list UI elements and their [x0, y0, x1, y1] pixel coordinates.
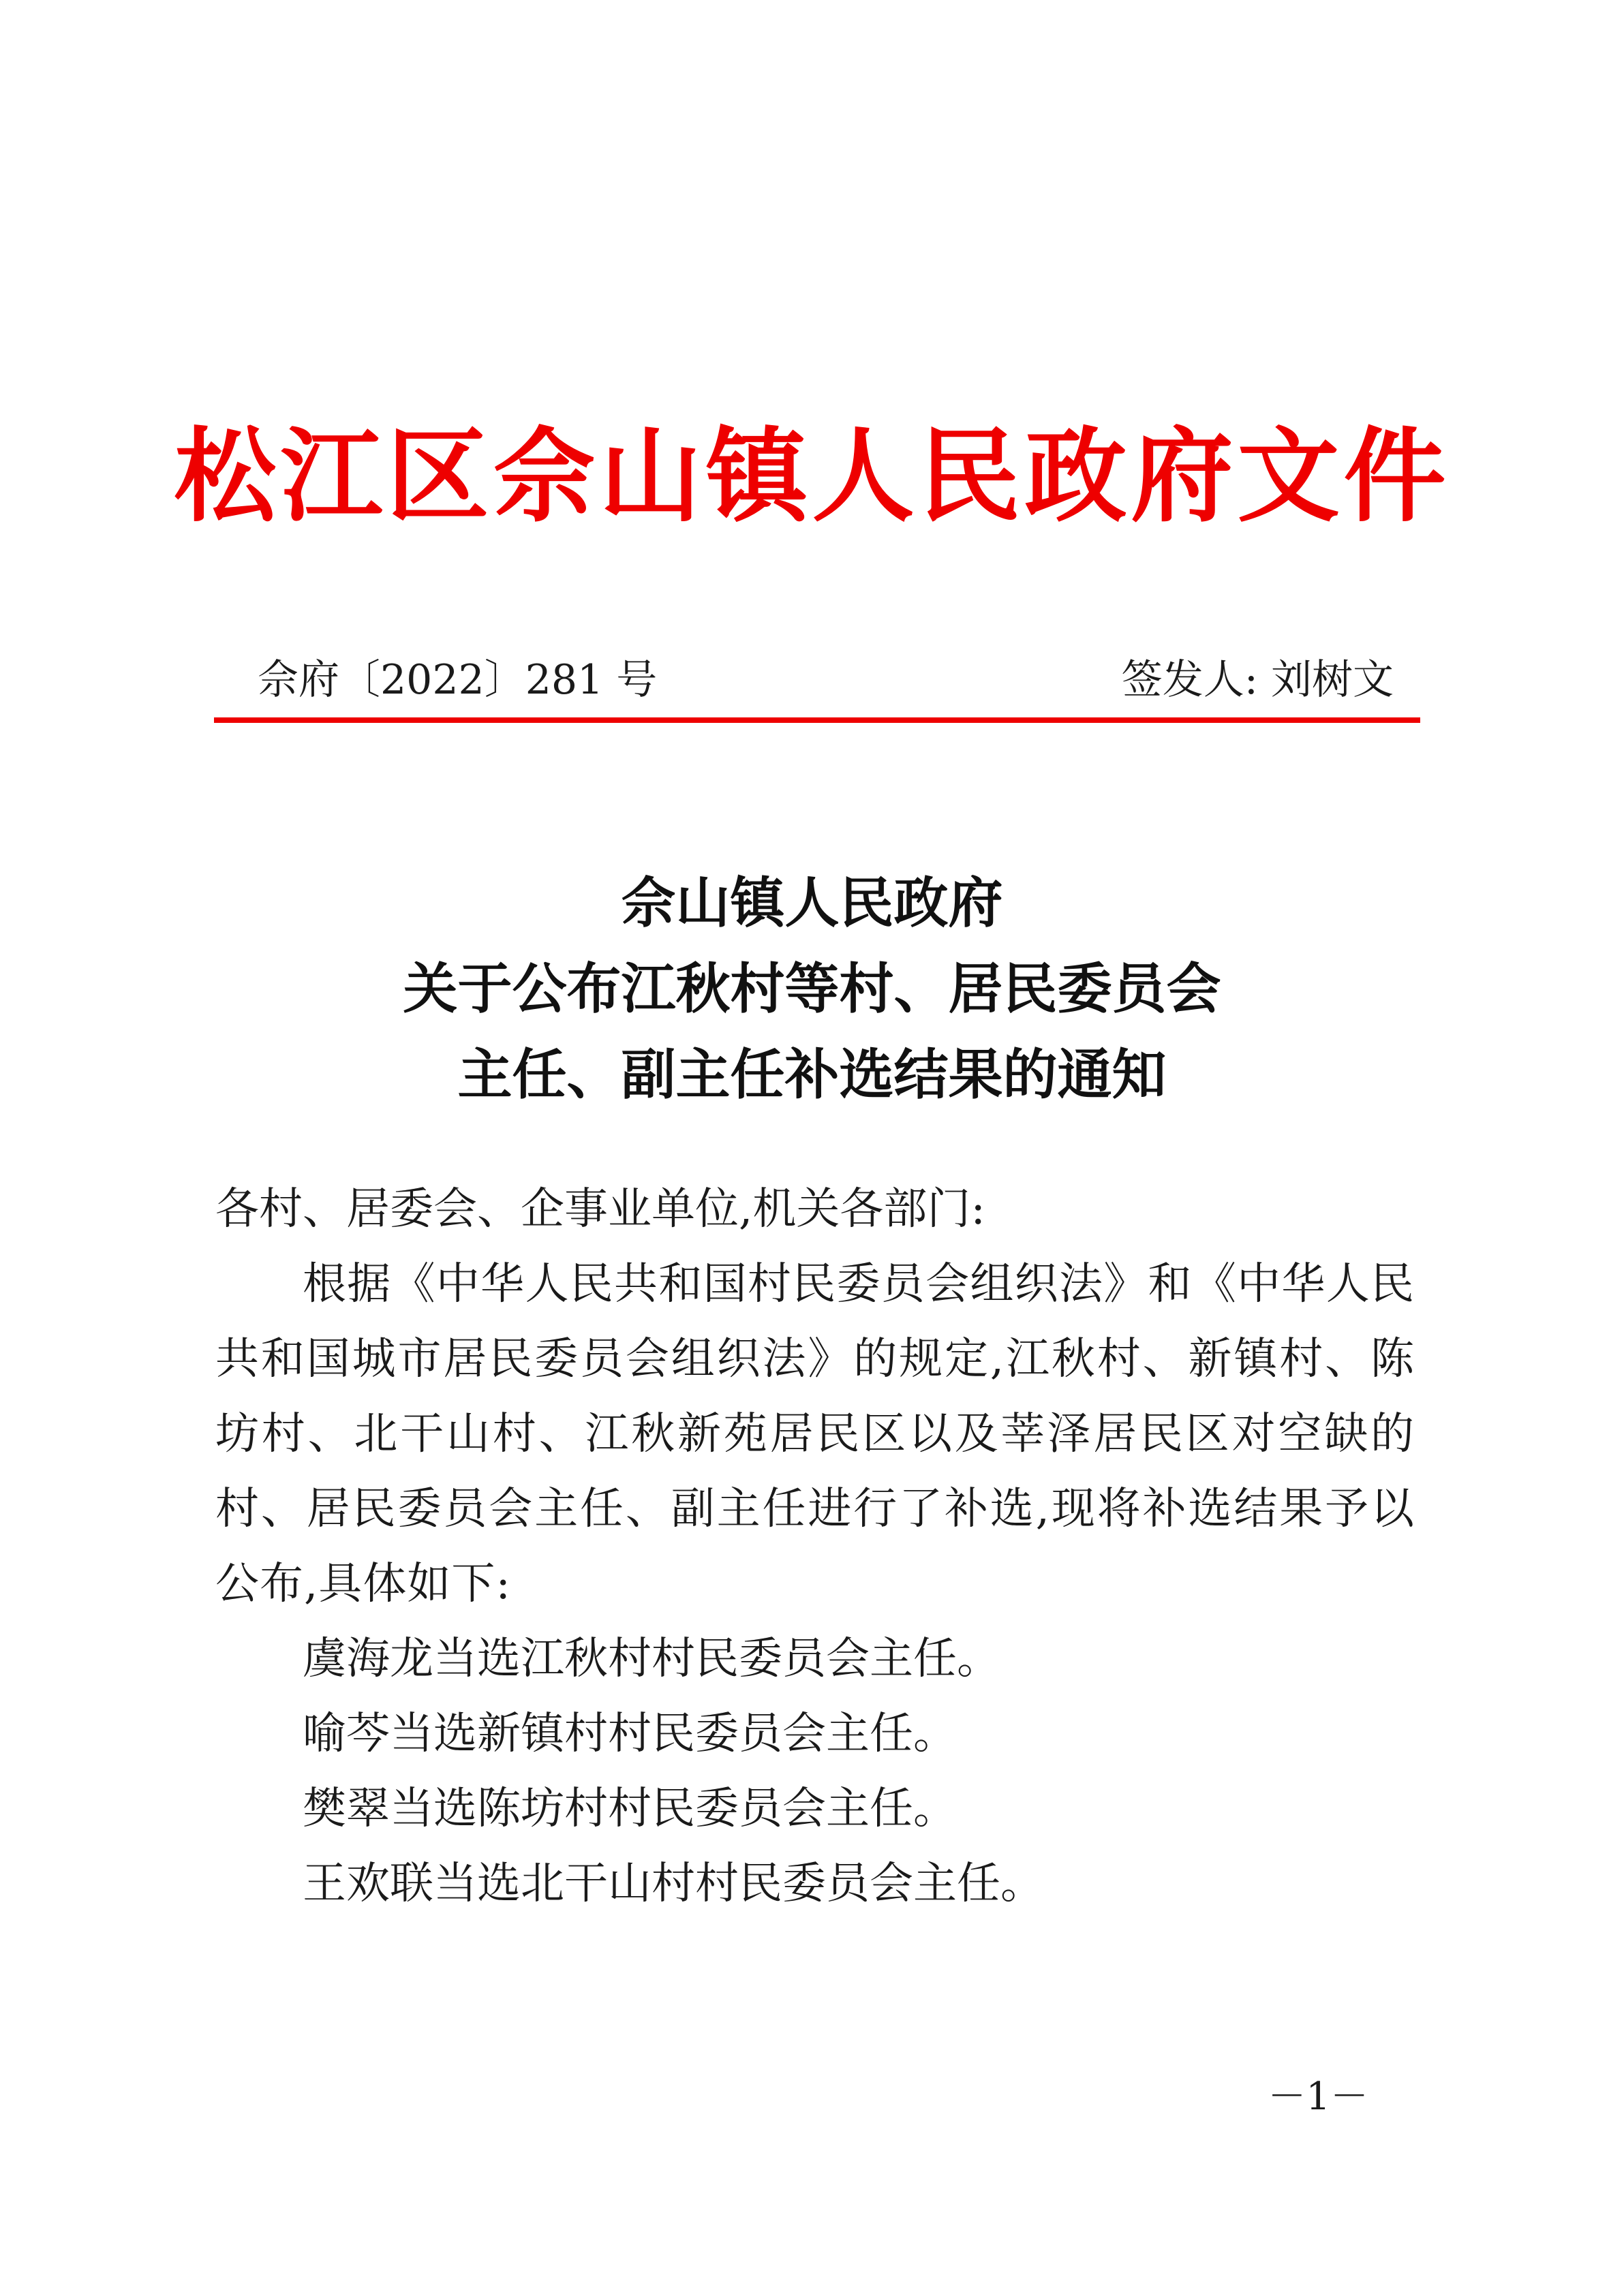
body-paragraph: 根据《中华人民共和国村民委员会组织法》和《中华人民共和国城市居民委员会组织法》的规定,江秋村、新镇村、陈坊村、北干山村、江秋新苑居民区以及莘泽居民区对空缺的村、居民委员会主任、副主任进行了补选,现将补选结果予以公布,具体如下:: [215, 1259, 1415, 1609]
result-item: 喻芩当选新镇村村民委员会主任。: [303, 1709, 957, 1759]
salutation: 各村、居委会、企事业单位,机关各部门:: [215, 1184, 985, 1235]
document-number: 佘府〔2022〕281 号: [258, 656, 658, 704]
result-item: 樊翠当选陈坊村村民委员会主任。: [303, 1784, 957, 1834]
result-item: 虞海龙当选江秋村村民委员会主任。: [303, 1634, 1000, 1684]
issuer-header-title: 松江区佘山镇人民政府文件: [174, 418, 1450, 536]
title-line: 佘山镇人民政府: [621, 871, 1003, 935]
notice-title: [0, 860, 1624, 1117]
page-number: －1－: [1268, 2075, 1368, 2119]
signer: 签发人: 刘树文: [1121, 656, 1394, 704]
result-item: 王欢联当选北干山村村民委员会主任。: [303, 1859, 1044, 1909]
title-line: 关于公布江秋村等村、居民委员会: [403, 957, 1221, 1021]
header-divider: [214, 717, 1420, 723]
title-line: 主任、副主任补选结果的通知: [457, 1042, 1167, 1106]
notice-body: [215, 1172, 1415, 1921]
